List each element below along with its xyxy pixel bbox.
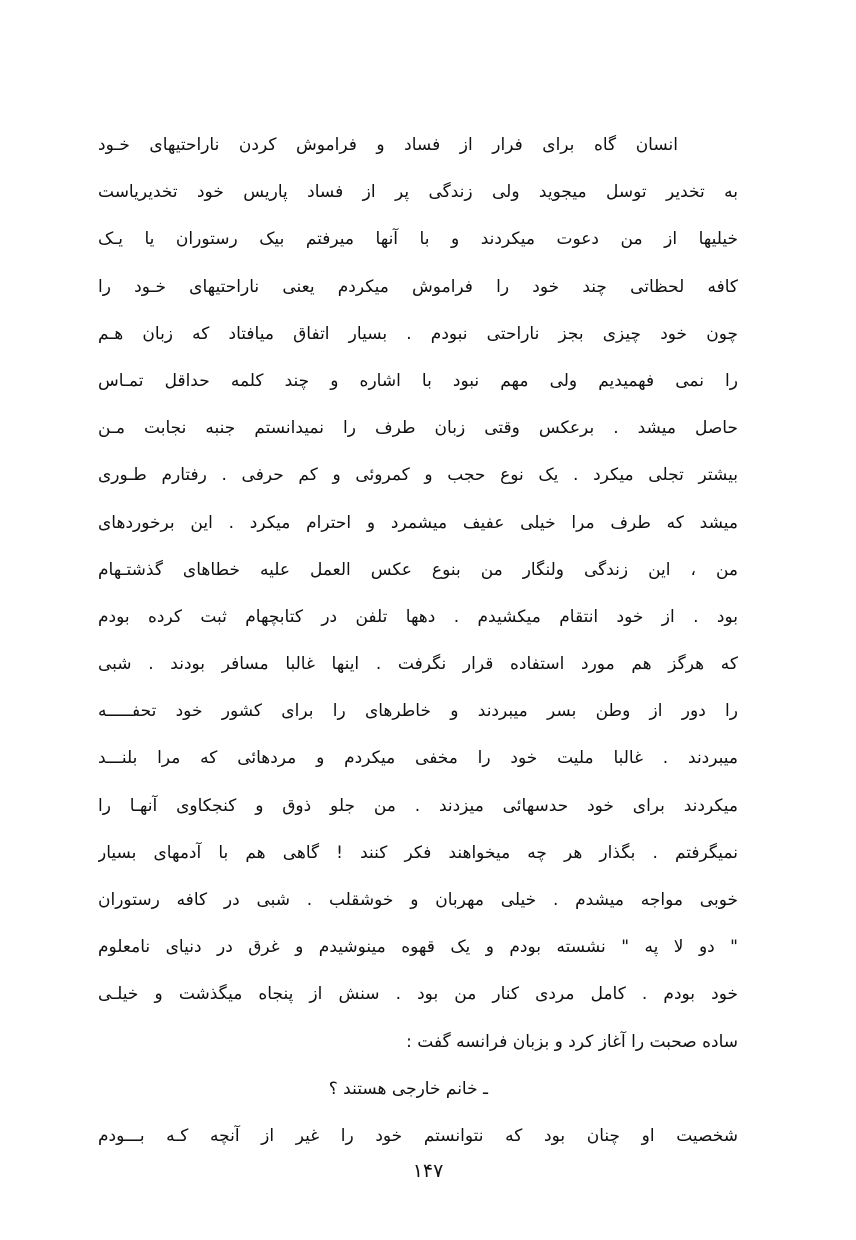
text-line-4: کافه لحظاتی چند خود را فراموش میکردم یعنی ناراحتیهای خـود را [98, 276, 738, 297]
text-line-16: نمیگرفتم . بگذار هر چه میخواهند فکر کنند ! گاهی هم با آدمهای بسیار [98, 842, 738, 863]
text-line-2: به تخدیر توسل میجوید ولی زندگی پر از فساد پاریس خود تخدیریاست [98, 182, 738, 203]
text-line-6: را نمی فهمیدیم ولی مهم نبود با اشاره و چند کلمه حداقل تمـاس [98, 370, 738, 391]
text-line-19: خود بودم . کامل مردی کنار من بود . سنش از پنجاه میگذشت و خیلـی [98, 984, 738, 1005]
text-line-13: را دور از وطن بسر میبردند و خاطرهای را برای کشور خود تحفـــــه [98, 701, 738, 722]
text-line-22: شخصیت او چنان بود که نتوانستم خود را غیر از آنچه کـه بـــودم [98, 1125, 738, 1146]
text-line-15: میکردند برای خود حدسهائی میزدند . من جلو ذوق و کنجکاوی آنهـا را [98, 795, 738, 816]
text-line-5: چون خود چیزی بجز ناراحتی نبودم . بسیار اتفاق میافتاد که زبان هـم [98, 323, 738, 344]
text-line-20: ساده صحبت را آغاز کرد و بزبان فرانسه گفت : [406, 1031, 738, 1052]
text-line-18: " دو لا په " نشسته بودم و یک قهوه مینوشیدم و غرق در دنیای نامعلوم [98, 937, 738, 958]
text-line-17: خوبی مواجه میشدم . خیلی مهربان و خوشقلب . شبی در کافه رستوران [98, 890, 738, 910]
page-number: ۱۴۷ [412, 1160, 444, 1182]
text-line-1: انسان گاه برای فرار از فساد و فراموش کردن ناراحتیهای خـود [98, 135, 678, 155]
text-line-9: میشد که طرف مرا خیلی عفیف میشمرد و احترام میکرد . این برخوردهای [98, 512, 738, 533]
text-line-10: من ، این زندگی ولنگار من بنوع عکس العمل علیه خطاهای گذشتـهام [98, 559, 738, 580]
dialogue-line: ـ خانم خارجی هستند ؟ [328, 1078, 488, 1099]
body-text [98, 122, 738, 1160]
text-line-14: میبردند . غالبا ملیت خود را مخفی میکردم و مردهائی که مرا بلنـــد [98, 748, 738, 769]
text-line-7: حاصل میشد . برعکس وقتی زبان طرف را نمیدانستم جنبه نجابت مـن [98, 418, 738, 439]
text-line-8: بیشتر تجلی میکرد . یک نوع حجب و کمروئی و کم حرفی . رفتارم طـوری [98, 465, 738, 486]
text-line-12: که هرگز هم مورد استفاده قرار نگرفت . اینها غالبا مسافر بودند . شبی [98, 654, 738, 675]
text-line-11: بود . از خود انتقام میکشیدم . دهها تلفن در کتابچهام ثبت کرده بودم [98, 606, 738, 627]
text-line-3: خیلیها از من دعوت میکردند و با آنها میرفتم بیک رستوران یا یـک [98, 229, 738, 250]
